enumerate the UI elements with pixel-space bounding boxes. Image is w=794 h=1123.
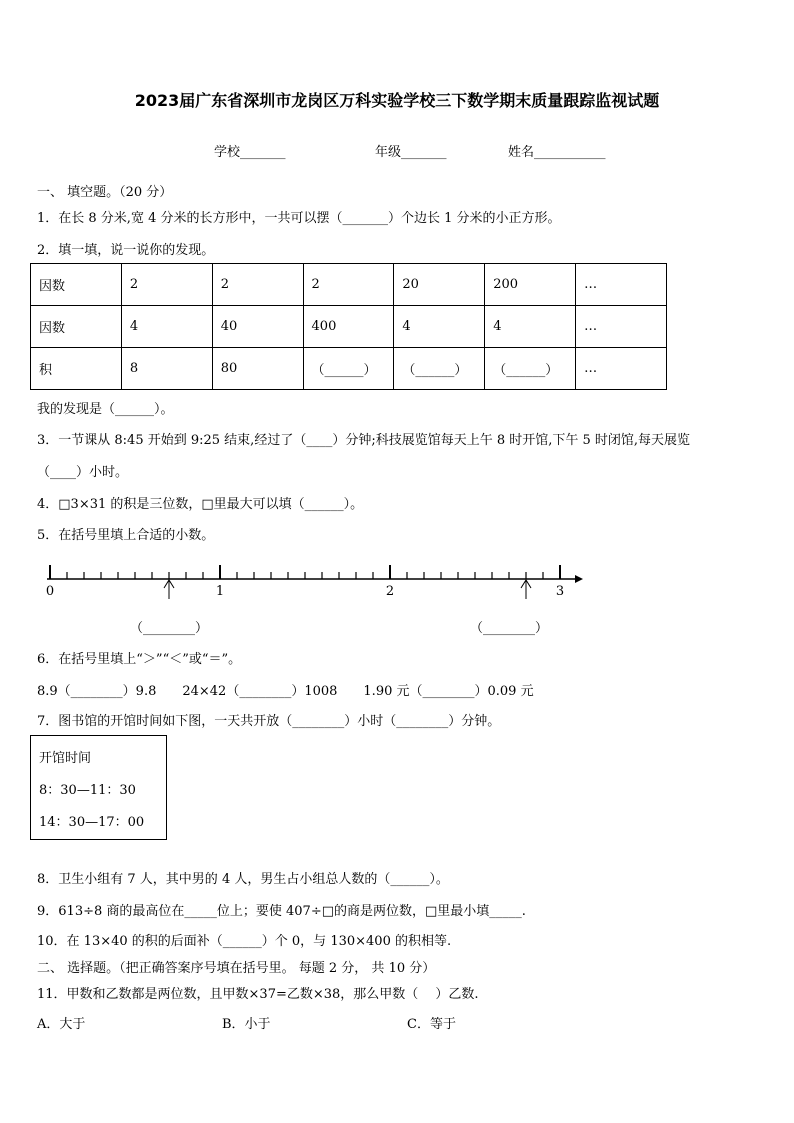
page-title: 2023届广东省深圳市龙岗区万科实验学校三下数学期末质量跟踪监视试题 — [134, 91, 660, 110]
opening-hours-box — [30, 735, 167, 840]
question-1: 1．在长 8 分米,宽 4 分米的长方形中，一共可以摆（_______）个边长 1 分米的小正方形。 — [37, 211, 561, 226]
name-field — [508, 141, 606, 160]
option-a[interactable]: A．大于 — [37, 1017, 86, 1032]
table-cell: 因数 — [31, 264, 122, 306]
question-3-line1: 3．一节课从 8:45 开始到 9:25 结束,经过了（____）分钟;科技展览馆每天上午 8 时开馆,下午 5 时闭馆,每天展览 — [37, 433, 691, 448]
number-line — [30, 555, 590, 605]
question-5: 5．在括号里填上合适的小数。 — [37, 528, 215, 543]
grade-blank[interactable]: _______ — [401, 145, 447, 160]
table-cell: 4 — [121, 306, 212, 348]
table-cell: 2 — [212, 264, 303, 306]
table-cell: 400 — [303, 306, 394, 348]
tick-label-2: 2 — [385, 584, 395, 599]
table-cell: 积 — [31, 348, 122, 390]
section2-heading: 二、 选择题。（把正确答案序号填在括号里。 每题 2 分， 共 10 分） — [37, 961, 436, 976]
number-line-arrowhead — [575, 575, 583, 583]
question-6: 6．在括号里填上“＞”“＜”或“＝”。 — [37, 652, 242, 667]
question-11: 11．甲数和乙数都是两位数，且甲数×37=乙数×38，那么甲数（ ）乙数. — [37, 987, 479, 1002]
opening-hours-morning: 8：30—11：30 — [39, 783, 136, 798]
name-label: 姓名 — [508, 145, 535, 160]
tick-label-1: 1 — [215, 584, 225, 599]
table-row — [31, 306, 667, 348]
grade-label: 年级 — [375, 145, 402, 160]
school-field — [214, 141, 286, 160]
table-cell: 4 — [485, 306, 576, 348]
up-arrow-marker — [521, 580, 531, 599]
answer-blank[interactable]: （______） — [485, 348, 576, 390]
school-blank[interactable]: _______ — [240, 145, 286, 160]
table-cell: 8 — [121, 348, 212, 390]
question-10: 10．在 13×40 的积的后面补（______）个 0，与 130×400 的积相等. — [37, 934, 452, 949]
question-6-items: 8.9（________）9.8 24×42（________）1008 1.90 元（________）0.09 元 — [37, 684, 534, 699]
question-9: 9．613÷8 商的最高位在_____位上；要使 407÷□的商是两位数，□里最小填_____. — [37, 904, 526, 919]
section1-heading: 一、 填空题。（20 分） — [37, 185, 173, 200]
school-label: 学校 — [214, 145, 241, 160]
name-blank[interactable]: ___________ — [534, 145, 606, 160]
grade-field — [375, 141, 447, 160]
table-cell: 20 — [394, 264, 485, 306]
table-cell: 80 — [212, 348, 303, 390]
table-cell: 200 — [485, 264, 576, 306]
table-cell: 40 — [212, 306, 303, 348]
up-arrow-marker — [164, 580, 174, 599]
table-cell: … — [576, 348, 667, 390]
question-2-finding: 我的发现是（______）。 — [37, 402, 174, 417]
tick-label-3: 3 — [555, 584, 565, 599]
table-cell: 因数 — [31, 306, 122, 348]
question-2: 2．填一填，说一说你的发现。 — [37, 243, 215, 258]
table-row — [31, 348, 667, 390]
factor-table — [30, 263, 667, 390]
opening-hours-title: 开馆时间 — [39, 751, 92, 766]
question-7: 7．图书馆的开馆时间如下图，一天共开放（________）小时（________）分钟。 — [37, 714, 501, 729]
number-line-ticks — [50, 565, 560, 579]
opening-hours-afternoon: 14：30—17：00 — [39, 815, 145, 830]
question-3-line2: （____）小时。 — [37, 465, 129, 480]
option-c[interactable]: C．等于 — [407, 1017, 456, 1032]
question-4: 4．□3×31 的积是三位数，□里最大可以填（______）。 — [37, 497, 364, 512]
tick-label-0: 0 — [45, 584, 55, 599]
table-cell: … — [576, 306, 667, 348]
table-cell: 4 — [394, 306, 485, 348]
answer-blank[interactable]: （______） — [394, 348, 485, 390]
table-row — [31, 264, 667, 306]
answer-blank[interactable]: （________） — [470, 621, 549, 636]
option-b[interactable]: B．小于 — [222, 1017, 271, 1032]
answer-blank[interactable]: （______） — [303, 348, 394, 390]
question-8: 8．卫生小组有 7 人，其中男的 4 人，男生占小组总人数的（______）。 — [37, 872, 449, 887]
table-cell: 2 — [121, 264, 212, 306]
table-cell: … — [576, 264, 667, 306]
answer-blank[interactable]: （________） — [130, 621, 209, 636]
table-cell: 2 — [303, 264, 394, 306]
